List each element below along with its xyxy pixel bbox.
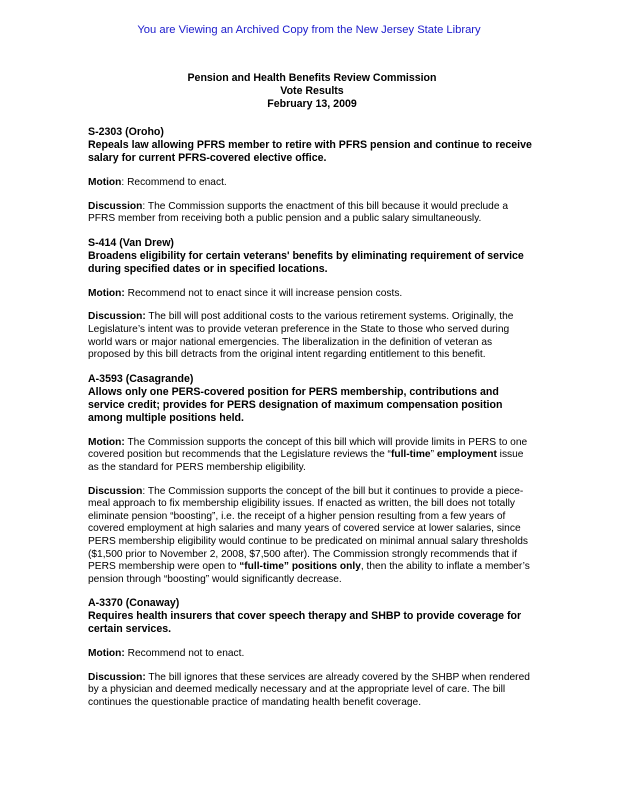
- motion-label: Motion:: [88, 436, 125, 448]
- motion-text: Recommend not to enact since it will increase pension costs.: [127, 287, 403, 299]
- header-commission: Pension and Health Benefits Review Commission: [187, 72, 437, 84]
- document-page: [88, 72, 536, 721]
- bill-motion: [88, 437, 536, 475]
- discussion-text: The bill will post additional costs to the various retirement systems. Originally, the Legislature’s intent was to provide veteran preference in the State to those who served during world wars or major national emergencies. The liberalization in the definition of veteran as proposed by this bill detracts from the original intent regarding entitlement to this benefit.: [88, 311, 514, 361]
- discussion-separator: :: [142, 200, 148, 212]
- discussion-text: The bill ignores that these services are already covered by the SHBP when rendered by a physician and deemed medically necessary and at the appropriate level of care. The bill continues the questionable practice of mandating health benefit coverage.: [88, 671, 530, 709]
- bill-discussion: [88, 672, 536, 710]
- bill-description: Broadens eligibility for certain veterans' benefits by eliminating requirement of service during specified dates or in specified locations.: [88, 249, 524, 275]
- bill-description: Requires health insurers that cover speech therapy and SHBP to provide coverage for certain services.: [88, 610, 522, 636]
- bill-motion: [88, 177, 536, 190]
- discussion-label: Discussion:: [88, 311, 146, 323]
- discussion-label: Discussion: [88, 200, 143, 212]
- bill-s2303: [88, 126, 536, 226]
- bill-motion: [88, 648, 536, 661]
- bill-motion: [88, 288, 536, 301]
- bill-id: A-3370 (Conaway): [88, 597, 180, 610]
- bill-discussion: [88, 311, 536, 361]
- motion-emphasis: employment: [436, 449, 497, 461]
- bill-id: A-3593 (Casagrande): [88, 372, 194, 385]
- discussion-text: The Commission supports the enactment of this bill because it would preclude a PFRS member from receiving both a public pension and a public salary simultaneously.: [88, 200, 508, 225]
- bill-a3593: [88, 373, 536, 587]
- motion-label: Motion:: [88, 287, 125, 299]
- motion-separator: :: [121, 177, 128, 188]
- bill-discussion: [88, 201, 536, 226]
- bill-a3370: [88, 597, 536, 709]
- header-title: Vote Results: [280, 85, 344, 97]
- motion-text: issue as the standard for PERS membership eligibility.: [88, 449, 524, 473]
- document-header: [88, 72, 536, 111]
- discussion-emphasis: “full-time” positions only: [239, 561, 361, 573]
- motion-text: ”: [430, 449, 437, 461]
- motion-emphasis: full-time: [390, 449, 431, 461]
- discussion-text: , then the ability to inflate a member’s pension through “boosting” would significantly decrease.: [88, 561, 530, 585]
- bill-id: S-414 (Van Drew): [88, 236, 174, 249]
- motion-text: Recommend not to enact.: [127, 648, 245, 660]
- motion-text: The Commission supports the concept of this bill which will provide limits in PERS to one covered position but recommends that the Legislature reviews the “: [88, 436, 528, 461]
- discussion-text: The Commission supports the concept of the bill but it continues to provide a piece-meal approach to fix membership eligibility issues. If enacted as written, the bill does not totally eliminate pension “boosting”, i.e. the receipt of a higher pension resulting from a few years of covered employment at high salaries and many years of covered service at lower salaries, since PERS membership eligibility would continue to be predicated on minimal annual salary thresholds ($1,500 prior to November 2, 2008, $7,500 after). The Commission strongly recommends that if PERS membership were open to: [88, 485, 528, 573]
- motion-text: Recommend to enact.: [127, 177, 227, 188]
- bill-id: S-2303 (Oroho): [88, 126, 164, 138]
- header-date: February 13, 2009: [267, 98, 357, 110]
- discussion-label: Discussion: [88, 485, 143, 497]
- bill-discussion: [88, 486, 536, 587]
- discussion-separator: :: [142, 485, 148, 497]
- discussion-label: Discussion:: [88, 671, 146, 683]
- bill-description: Repeals law allowing PFRS member to retire with PFRS pension and continue to receive salary for current PFRS-covered elective office.: [88, 139, 532, 164]
- bill-s414: [88, 237, 536, 362]
- archive-banner: You are Viewing an Archived Copy from the New Jersey State Library: [137, 24, 481, 36]
- motion-label: Motion: [88, 177, 122, 188]
- motion-label: Motion:: [88, 648, 125, 660]
- bill-description: Allows only one PERS-covered position for PERS membership, contributions and service credit; provides for PERS designation of maximum compensation position among multiple positions held.: [88, 385, 503, 424]
